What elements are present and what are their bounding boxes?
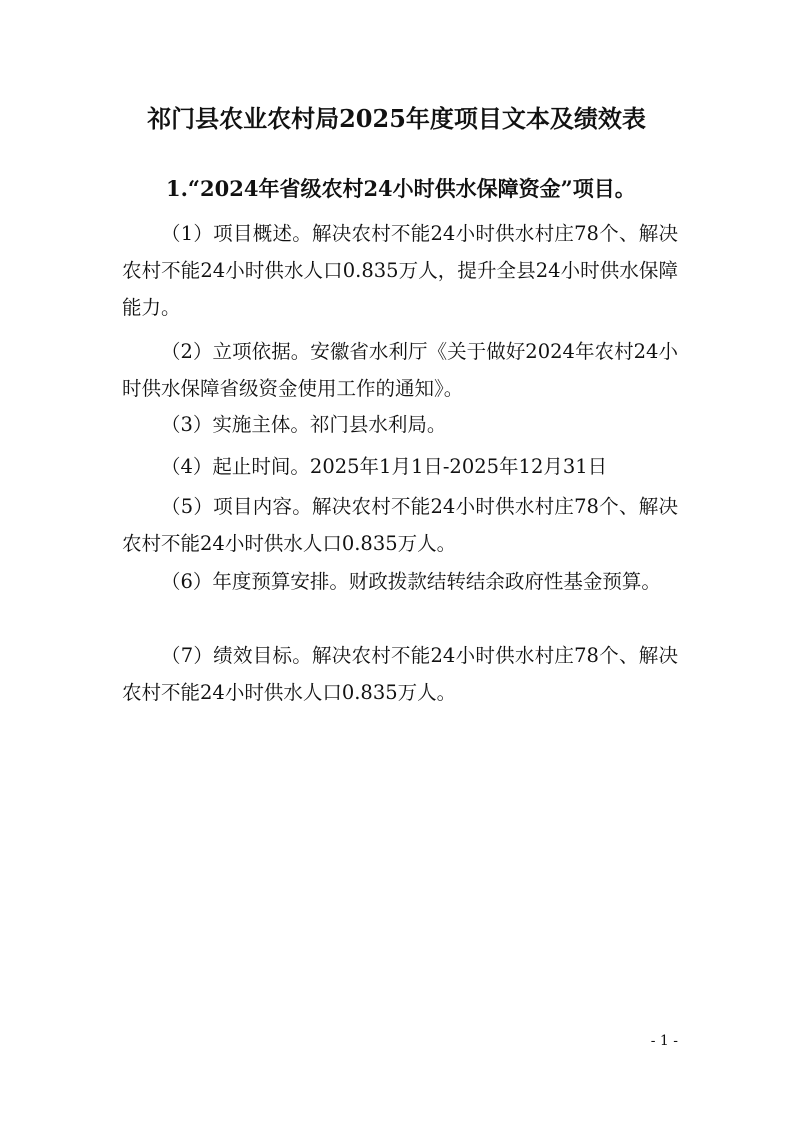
- paragraph-basis: （2）立项依据。安徽省水利厅《关于做好2024年农村24小时供水保障省级资金使用工作的通知》。: [122, 340, 678, 400]
- document-title: 祁门县农业农村局2025年度项目文本及绩效表: [147, 104, 646, 133]
- paragraph-time-period: （4）起止时间。2025年1月1日-2025年12月31日: [161, 455, 608, 478]
- paragraph-project-overview: （1）项目概述。解决农村不能24小时供水村庄78个、解决农村不能24小时供水人口0.835万人，提升全县24小时供水保障能力。: [122, 222, 678, 319]
- paragraph-performance-target: （7）绩效目标。解决农村不能24小时供水村庄78个、解决农村不能24小时供水人口0.835万人。: [122, 644, 678, 704]
- project-heading: 1.“2024年省级农村24小时供水保障资金”项目。: [166, 176, 636, 201]
- paragraph-project-content: （5）项目内容。解决农村不能24小时供水村庄78个、解决农村不能24小时供水人口0.835万人。: [122, 495, 678, 555]
- page-number: - 1 -: [650, 1033, 678, 1049]
- paragraph-annual-budget: （6）年度预算安排。财政拨款结转结余政府性基金预算。: [161, 570, 661, 593]
- paragraph-implementing-entity: （3）实施主体。祁门县水利局。: [161, 413, 447, 436]
